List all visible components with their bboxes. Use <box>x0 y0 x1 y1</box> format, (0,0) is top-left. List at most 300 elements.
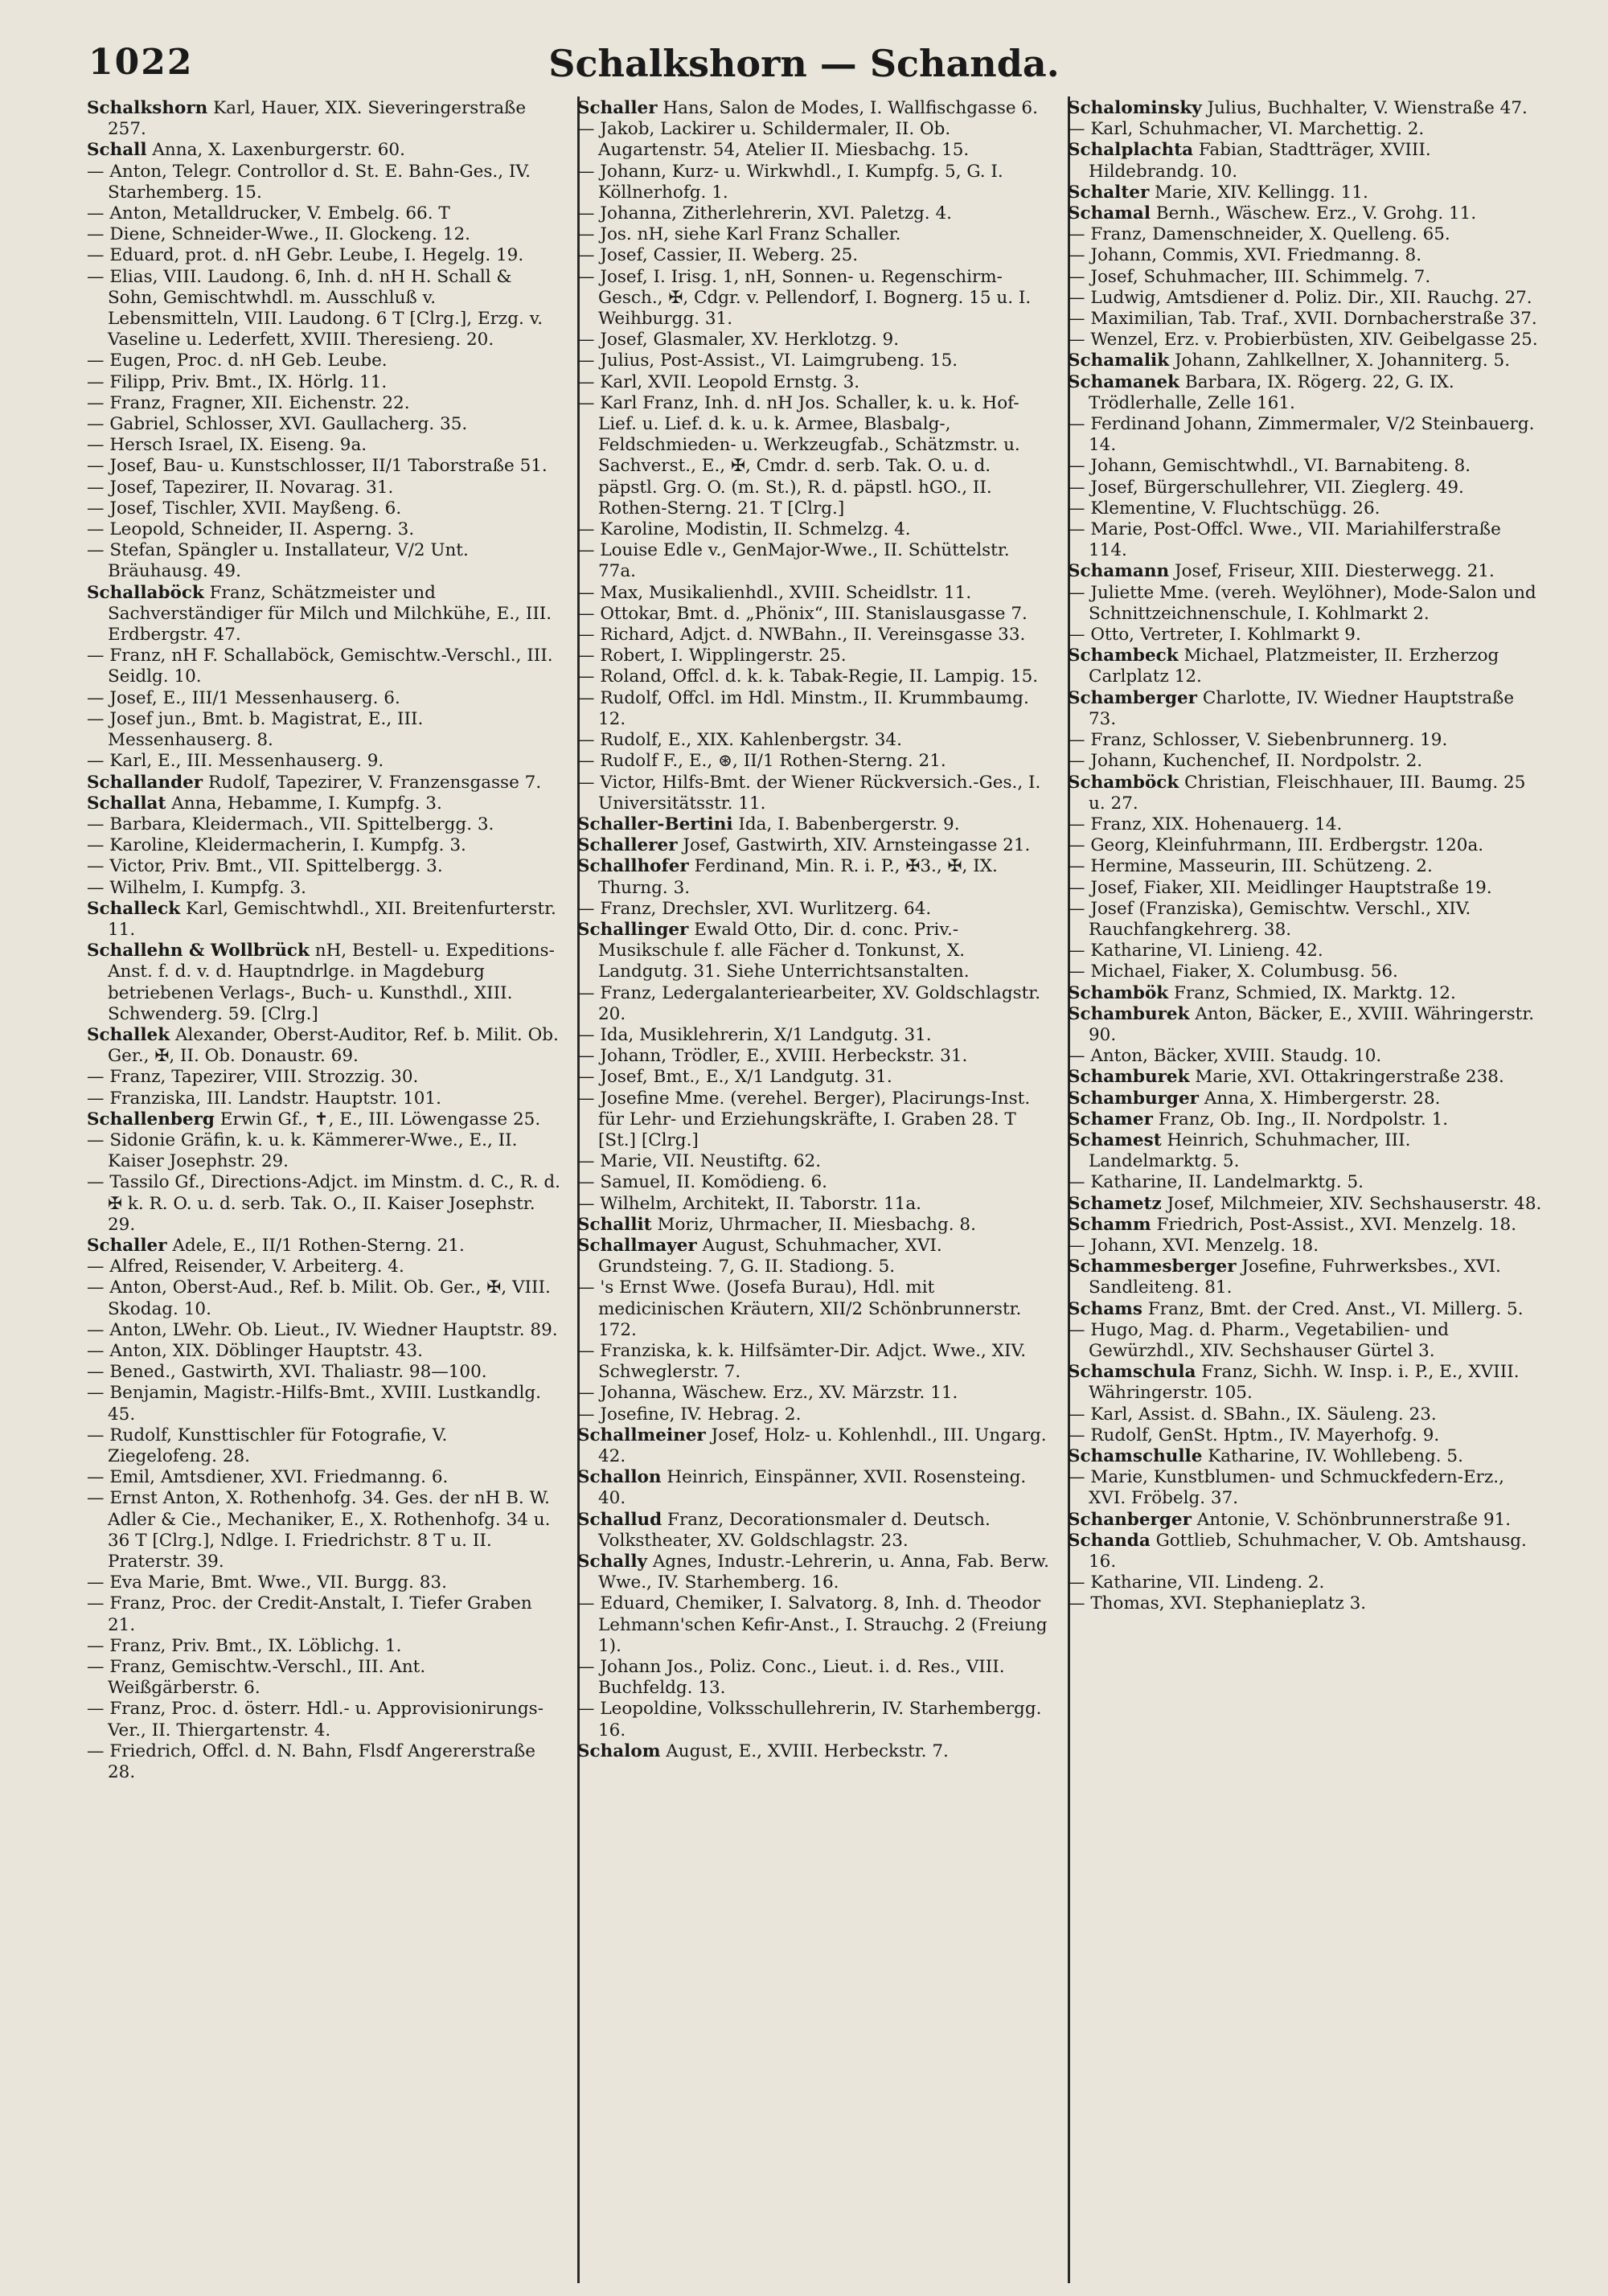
entry-text: Marie, XVI. Ottakringerstraße 238. <box>1195 1067 1504 1088</box>
directory-entry <box>87 98 561 140</box>
entry-text: Josef, Milchmeier, XIV. Sechshauserstr. 48. <box>1167 1193 1542 1214</box>
entry-text: — Hermine, Masseurin, III. Schützeng. 2. <box>1068 856 1433 877</box>
entry-text: — Samuel, II. Komödieng. 6. <box>577 1172 827 1193</box>
entry-text: — Eduard, prot. d. nH Gebr. Leube, I. Hegelg. 19. <box>87 245 524 266</box>
directory-entry <box>1068 1510 1542 1531</box>
entry-surname: Schambök <box>1068 982 1169 1003</box>
directory-entry <box>1068 309 1542 330</box>
directory-entry <box>87 203 561 224</box>
entry-text: — Marie, VII. Neustiftg. 62. <box>577 1151 822 1172</box>
entry-text: Franz, Sichh. W. Insp. i. P., E., XVIII. Währingerstr. 105. <box>1089 1362 1520 1404</box>
entry-text: — Jakob, Lackirer u. Schildermaler, II. Ob. Augartenstr. 54, Atelier II. Miesbachg. 15. <box>577 119 970 161</box>
entry-text: — Anton, XIX. Döblinger Hauptstr. 43. <box>87 1340 423 1361</box>
directory-entry <box>1068 1236 1542 1257</box>
directory-entry <box>87 435 561 456</box>
directory-entry <box>577 267 1052 330</box>
entry-surname: Schamschulle <box>1068 1446 1203 1466</box>
entry-text: — Karoline, Modistin, II. Schmelzg. 4. <box>577 519 911 540</box>
entry-surname: Schalplachta <box>1068 140 1194 161</box>
entry-surname: Schall <box>87 140 147 161</box>
entry-text: Heinrich, Schuhmacher, III. Landelmarktg. 5. <box>1089 1130 1411 1172</box>
entry-text: — Anton, Telegr. Controllor d. St. E. Bahn-Ges., IV. Starhemberg. 15. <box>87 161 531 203</box>
directory-entry <box>87 540 561 582</box>
directory-entry <box>87 162 561 203</box>
entry-text: — Franz, XIX. Hohenauerg. 14. <box>1068 814 1343 834</box>
directory-entry <box>87 1636 561 1657</box>
directory-entry <box>1068 288 1542 309</box>
entry-text: Franz, Ob. Ing., II. Nordpolstr. 1. <box>1158 1109 1449 1130</box>
directory-entry <box>1068 1109 1542 1130</box>
entry-surname: Schallehn & Wollbrück <box>87 941 310 961</box>
directory-entry <box>1068 1425 1542 1446</box>
entry-text: Adele, E., II/1 Rothen-Sterng. 21. <box>172 1235 465 1256</box>
entry-text: Rudolf, Tapezirer, V. Franzensgasse 7. <box>207 772 542 793</box>
directory-entry <box>87 1425 561 1467</box>
directory-entry <box>1068 878 1542 899</box>
directory-entry <box>87 372 561 393</box>
directory-entry <box>577 1046 1052 1067</box>
entry-text: — Johann, XVI. Menzelg. 18. <box>1068 1235 1319 1256</box>
directory-entry <box>1068 583 1542 625</box>
directory-entry <box>577 1383 1052 1404</box>
entry-text: — Wenzel, Erz. v. Probierbüsten, XIV. Geibelgasse 25. <box>1068 330 1538 351</box>
directory-entry <box>87 1467 561 1488</box>
entry-text: — Josef, Tapezirer, II. Novarag. 31. <box>87 477 394 498</box>
entry-text: — Josef, Tischler, XVII. Mayßeng. 6. <box>87 498 402 519</box>
directory-entry <box>1068 1194 1542 1215</box>
directory-entry <box>1068 1362 1542 1404</box>
entry-text: — Eugen, Proc. d. nH Geb. Leube. <box>87 351 388 371</box>
entry-text: — Franz, Proc. d. österr. Hdl.- u. Approvisionirungs-Ver., II. Thiergartenstr. 4. <box>87 1699 544 1740</box>
entry-text: — Leopoldine, Volksschullehrerin, IV. Starhembergg. 16. <box>577 1699 1042 1740</box>
entry-text: Charlotte, IV. Wiedner Hauptstraße 73. <box>1089 687 1515 729</box>
entry-text: — Josef, Bau- u. Kunstschlosser, II/1 Taborstraße 51. <box>87 456 548 477</box>
directory-entry <box>87 478 561 498</box>
entry-surname: Schambeck <box>1068 646 1179 666</box>
directory-entry <box>577 814 1052 835</box>
directory-entry <box>577 1510 1052 1552</box>
entry-text: — Wilhelm, I. Kumpfg. 3. <box>87 877 306 898</box>
entry-text: — Hersch Israel, IX. Eiseng. 9a. <box>87 435 367 456</box>
entry-text: — Eduard, Chemiker, I. Salvatorg. 8, Inh. d. Theodor Lehmann'schen Kefir-Anst., I. Strauchg. 2 (Freiung 1). <box>577 1593 1048 1656</box>
entry-text: — Anton, Oberst-Aud., Ref. b. Milit. Ob. Ger., ✠, VIII. Skodag. 10. <box>87 1277 551 1319</box>
entry-surname: Schallat <box>87 793 166 814</box>
directory-entry <box>577 1172 1052 1193</box>
entry-text: Friedrich, Post-Assist., XVI. Menzelg. 18. <box>1156 1214 1517 1235</box>
entry-text: — Benjamin, Magistr.-Hilfs-Bmt., XVIII. Lustkandlg. 45. <box>87 1383 541 1425</box>
directory-entry <box>87 351 561 371</box>
directory-entry <box>577 1277 1052 1341</box>
entry-text: Ida, I. Babenbergerstr. 9. <box>738 814 960 834</box>
directory-entry <box>577 119 1052 161</box>
directory-entry <box>577 604 1052 625</box>
entry-surname: Schallenberg <box>87 1109 215 1130</box>
column-3 <box>1068 98 1542 2269</box>
entry-text: — Josefine Mme. (verehel. Berger), Placirungs-Inst. für Lehr- und Erziehungskräfte, I. Graben 28. T [St.] [Clrg.] <box>577 1088 1031 1150</box>
entry-text: — Rudolf, GenSt. Hptm., IV. Mayerhofg. 9. <box>1068 1425 1440 1445</box>
entry-text: — Ferdinand Johann, Zimmermaler, V/2 Steinbauerg. 14. <box>1068 414 1535 456</box>
directory-entry <box>577 372 1052 393</box>
directory-entry <box>87 1741 561 1783</box>
entry-text: nH, Bestell- u. Expeditions-Anst. f. d. v. d. Hauptndrlge. in Magdeburg betriebenen Verlags-, Buch- u. Kunsthdl., XIII. Schwenderg. 59. [Clrg.] <box>108 941 555 1024</box>
directory-entry <box>577 203 1052 224</box>
directory-entry <box>87 498 561 519</box>
entry-text: — Josef, Cassier, II. Weberg. 25. <box>577 245 859 266</box>
entry-text: Katharine, IV. Wohllebeng. 5. <box>1208 1446 1463 1466</box>
directory-entry <box>1068 140 1542 182</box>
directory-entry <box>87 1593 561 1635</box>
directory-entry <box>87 456 561 477</box>
entry-text: — Josef, Bürgerschullehrer, VII. Zieglerg. 49. <box>1068 477 1464 498</box>
directory-entry <box>577 224 1052 245</box>
directory-entry <box>87 1089 561 1109</box>
entry-text: — Ernst Anton, X. Rothenhofg. 34. Ges. der nH B. W. Adler & Cie., Mechaniker, E., X. Rothenhofg. 34 u. 36 T [Clrg.], Ndlge. I. Friedrichstr. 8 T u. II. Praterstr. 39. <box>87 1488 551 1572</box>
entry-text: — Anton, Metalldrucker, V. Embelg. 66. T <box>87 203 450 224</box>
directory-entry <box>1068 1467 1542 1509</box>
directory-entry <box>87 646 561 687</box>
directory-entry <box>577 751 1052 772</box>
entry-surname: Schametz <box>1068 1193 1162 1214</box>
directory-columns <box>87 98 1574 2269</box>
entry-text: — Karl Franz, Inh. d. nH Jos. Schaller, k. u. k. Hof-Lief. u. Lief. d. k. u. k. Armee, Blasbalg-, Feldschmieden- u. Werkzeugfab., Schätzmstr. u. Sachverst., E., ✠, Cmdr. d. serb. Tak. O. u. d. päpstl. Grg. O. (m. St.), R. d. päpstl. hGO., II. Rothen-Sterng. 21. T [Clrg.] <box>577 392 1020 519</box>
entry-text: — Wilhelm, Architekt, II. Taborstr. 11a. <box>577 1193 921 1214</box>
directory-entry <box>1068 814 1542 835</box>
entry-text: — 's Ernst Wwe. (Josefa Burau), Hdl. mit medicinischen Kräutern, XII/2 Schönbrunnerstr. 172. <box>577 1277 1022 1340</box>
entry-text: August, Schuhmacher, XVI. Grundsteing. 7, G. II. Stadiong. 5. <box>598 1235 942 1277</box>
entry-text: — Johann, Kuchenchef, II. Nordpolstr. 2. <box>1068 751 1423 772</box>
entry-surname: Schallud <box>577 1509 662 1530</box>
directory-entry <box>87 773 561 793</box>
directory-entry <box>577 1194 1052 1215</box>
entry-text: — Franziska, k. k. Hilfsämter-Dir. Adjct. Wwe., XIV. Schweglerstr. 7. <box>577 1340 1027 1383</box>
directory-entry <box>87 224 561 245</box>
entry-text: — Leopold, Schneider, II. Asperng. 3. <box>87 519 415 540</box>
directory-entry <box>577 666 1052 687</box>
entry-text: Anna, X. Himbergerstr. 28. <box>1204 1088 1441 1109</box>
entry-text: Antonie, V. Schönbrunnerstraße 91. <box>1196 1509 1512 1530</box>
entry-text: — Katharine, VII. Lindeng. 2. <box>1068 1572 1325 1593</box>
entry-text: — Johanna, Zitherlehrerin, XVI. Paletzg. 4. <box>577 203 952 224</box>
entry-surname: Schamanek <box>1068 371 1180 392</box>
directory-entry <box>1068 119 1542 140</box>
entry-surname: Schammesberger <box>1068 1257 1237 1277</box>
entry-surname: Schallaböck <box>87 582 204 603</box>
entry-text: Ewald Otto, Dir. d. conc. Priv.-Musikschule f. alle Fächer d. Tonkunst, X. Landgutg. 31. Siehe Unterrichtsanstalten. <box>598 919 970 982</box>
entry-text: — Josef, E., III/1 Messenhauserg. 6. <box>87 687 400 708</box>
directory-entry <box>87 1236 561 1257</box>
entry-text: Karl, Gemischtwhdl., XII. Breitenfurterstr. 11. <box>108 898 556 940</box>
entry-text: — Franz, Schlosser, V. Siebenbrunnerg. 19. <box>1068 730 1448 751</box>
directory-entry <box>1068 1446 1542 1467</box>
directory-entry <box>1068 1215 1542 1236</box>
entry-surname: Schamburek <box>1068 1003 1190 1024</box>
entry-text: — Anton, Bäcker, XVIII. Staudg. 10. <box>1068 1046 1382 1067</box>
entry-text: — Roland, Offcl. d. k. k. Tabak-Regie, II. Lampig. 15. <box>577 666 1039 687</box>
entry-text: — Emil, Amtsdiener, XVI. Friedmanng. 6. <box>87 1467 449 1488</box>
directory-entry <box>577 920 1052 983</box>
entry-text: — Rudolf F., E., ⊛, II/1 Rothen-Sterng. 21. <box>577 751 946 772</box>
entry-text: — Josef, Glasmaler, XV. Herklotzg. 9. <box>577 330 900 351</box>
entry-text: Marie, XIV. Kellingg. 11. <box>1155 182 1368 203</box>
directory-entry <box>87 1488 561 1572</box>
directory-entry <box>1068 1046 1542 1067</box>
entry-surname: Schamburek <box>1068 1067 1190 1088</box>
entry-text: — Ottokar, Bmt. d. „Phönix“, III. Stanislausgasse 7. <box>577 603 1028 624</box>
directory-entry <box>1068 941 1542 961</box>
entry-text: Julius, Buchhalter, V. Wienstraße 47. <box>1207 98 1528 118</box>
entry-surname: Schamalik <box>1068 351 1170 371</box>
entry-text: — Eva Marie, Bmt. Wwe., VII. Burgg. 83. <box>87 1572 447 1593</box>
entry-surname: Schalter <box>1068 182 1150 203</box>
directory-entry <box>1068 1089 1542 1109</box>
directory-entry <box>577 1552 1052 1593</box>
directory-entry <box>1068 267 1542 288</box>
directory-entry <box>577 351 1052 371</box>
entry-text: Michael, Platzmeister, II. Erzherzog Carlplatz 12. <box>1089 646 1499 687</box>
directory-entry <box>1068 835 1542 856</box>
entry-text: — Tassilo Gf., Directions-Adjct. im Minstm. d. C., R. d. ✠ k. R. O. u. d. serb. Tak. O., II. Kaiser Josephstr. 29. <box>87 1172 560 1235</box>
entry-text: — Franz, Gemischtw.-Verschl., III. Ant. Weißgärberstr. 6. <box>87 1657 426 1699</box>
entry-text: Anna, X. Laxenburgerstr. 60. <box>152 140 405 161</box>
directory-entry <box>87 814 561 835</box>
entry-surname: Schallerer <box>577 835 678 856</box>
entry-text: — Karl, E., III. Messenhauserg. 9. <box>87 751 384 772</box>
entry-surname: Schallander <box>87 772 203 793</box>
entry-text: — Johanna, Wäschew. Erz., XV. Märzstr. 11. <box>577 1383 958 1404</box>
entry-surname: Schamschula <box>1068 1362 1196 1383</box>
entry-text: Erwin Gf., ✝, E., III. Löwengasse 25. <box>219 1109 541 1130</box>
entry-text: Barbara, IX. Rögerg. 22, G. IX. Trödlerhalle, Zelle 161. <box>1089 371 1454 413</box>
directory-entry <box>1068 478 1542 498</box>
directory-entry <box>1068 330 1542 351</box>
entry-text: — Karoline, Kleidermacherin, I. Kumpfg. 3. <box>87 835 466 856</box>
directory-entry <box>1068 961 1542 982</box>
directory-entry <box>87 899 561 941</box>
directory-entry <box>577 730 1052 751</box>
entry-text: — Rudolf, Offcl. im Hdl. Minstm., II. Krummbaumg. 12. <box>577 687 1029 729</box>
page-title: Schalkshorn — Schanda. <box>548 42 1060 85</box>
column-2 <box>577 98 1052 2269</box>
entry-text: — Franz, Tapezirer, VIII. Strozzig. 30. <box>87 1067 419 1088</box>
directory-entry <box>1068 856 1542 877</box>
entry-text: — Jos. nH, siehe Karl Franz Schaller. <box>577 224 901 245</box>
page-header <box>0 0 1608 96</box>
entry-text: Ferdinand, Min. R. i. P., ✠3., ✠, IX. Thurng. 3. <box>598 856 998 898</box>
directory-entry <box>577 98 1052 119</box>
entry-surname: Schallmeiner <box>577 1425 706 1445</box>
entry-text: — Franz, nH F. Schallaböck, Gemischtw.-Verschl., III. Seidlg. 10. <box>87 646 553 687</box>
directory-entry <box>87 1657 561 1699</box>
directory-entry <box>87 709 561 751</box>
entry-text: — Josefine, IV. Hebrag. 2. <box>577 1404 802 1425</box>
directory-entry <box>577 899 1052 920</box>
directory-entry <box>87 1277 561 1319</box>
directory-entry <box>87 245 561 266</box>
directory-entry <box>87 1172 561 1236</box>
directory-entry <box>1068 456 1542 477</box>
directory-entry <box>87 583 561 646</box>
entry-surname: Schams <box>1068 1298 1143 1319</box>
directory-entry <box>87 1320 561 1341</box>
directory-entry <box>87 393 561 414</box>
entry-text: — Louise Edle v., GenMajor-Wwe., II. Schüttelstr. 77a. <box>577 540 1010 582</box>
entry-text: — Sidonie Gräfin, k. u. k. Kämmerer-Wwe., E., II. Kaiser Josephstr. 29. <box>87 1130 518 1172</box>
entry-text: — Friedrich, Offcl. d. N. Bahn, Flsdf Angererstraße 28. <box>87 1740 535 1783</box>
directory-entry <box>87 140 561 161</box>
directory-entry <box>1068 224 1542 245</box>
entry-text: — Hugo, Mag. d. Pharm., Vegetabilien- und Gewürzhdl., XIV. Sechshauser Gürtel 3. <box>1068 1319 1450 1361</box>
entry-text: Agnes, Industr.-Lehrerin, u. Anna, Fab. Berw. Wwe., IV. Starhemberg. 16. <box>598 1552 1049 1593</box>
entry-text: Alexander, Oberst-Auditor, Ref. b. Milit. Ob. Ger., ✠, II. Ob. Donaustr. 69. <box>108 1024 559 1067</box>
entry-text: — Karl, Schuhmacher, VI. Marchettig. 2. <box>1068 119 1425 140</box>
directory-entry <box>87 751 561 772</box>
entry-text: August, E., XVIII. Herbeckstr. 7. <box>666 1740 949 1761</box>
entry-surname: Schamberger <box>1068 687 1198 708</box>
entry-surname: Schallmayer <box>577 1235 697 1256</box>
directory-entry <box>1068 245 1542 266</box>
entry-text: Franz, Bmt. der Cred. Anst., VI. Millerg. 5. <box>1147 1298 1524 1319</box>
directory-entry <box>87 1025 561 1067</box>
entry-text: — Johann, Commis, XVI. Friedmanng. 8. <box>1068 245 1422 266</box>
directory-entry <box>1068 203 1542 224</box>
directory-entry <box>577 1593 1052 1657</box>
directory-entry <box>1068 351 1542 371</box>
entry-text: — Katharine, VI. Linieng. 42. <box>1068 941 1323 961</box>
entry-text: — Ida, Musiklehrerin, X/1 Landgutg. 31. <box>577 1024 932 1045</box>
entry-text: — Victor, Hilfs-Bmt. der Wiener Rückversich.-Ges., I. Universitätsstr. 11. <box>577 772 1041 814</box>
directory-entry <box>577 1404 1052 1425</box>
directory-entry <box>87 835 561 856</box>
directory-entry <box>577 1467 1052 1509</box>
entry-text: — Diene, Schneider-Wwe., II. Glockeng. 12. <box>87 224 470 245</box>
entry-text: — Elias, VIII. Laudong. 6, Inh. d. nH H. Schall & Sohn, Gemischtwhdl. m. Ausschluß v. Lebensmitteln, VIII. Laudong. 6 T [Clrg.], Erzg. v. Vaseline u. Lederfett, XVIII. Theresieng. 20. <box>87 266 544 351</box>
entry-text: — Gabriel, Schlosser, XVI. Gaullacherg. 35. <box>87 414 468 435</box>
entry-text: Johann, Zahlkellner, X. Johanniterg. 5. <box>1174 351 1511 371</box>
entry-text: — Josef (Franziska), Gemischtw. Verschl., XIV. Rauchfangkehrerg. 38. <box>1068 898 1471 940</box>
directory-entry <box>1068 1067 1542 1088</box>
directory-entry <box>87 414 561 435</box>
directory-entry <box>1068 498 1542 519</box>
entry-text: — Franz, Priv. Bmt., IX. Löblichg. 1. <box>87 1635 402 1656</box>
entry-surname: Schallinger <box>577 919 689 940</box>
entry-surname: Schamböck <box>1068 772 1179 793</box>
entry-surname: Schallit <box>577 1214 652 1235</box>
entry-surname: Schanberger <box>1068 1509 1192 1530</box>
entry-text: — Alfred, Reisender, V. Arbeiterg. 4. <box>87 1257 404 1277</box>
entry-surname: Schamann <box>1068 561 1170 582</box>
entry-text: — Johann, Kurz- u. Wirkwhdl., I. Kumpfg. 5, G. I. Köllnerhofg. 1. <box>577 161 1003 203</box>
directory-entry <box>87 1699 561 1740</box>
directory-entry <box>87 1572 561 1593</box>
entry-text: — Marie, Post-Offcl. Wwe., VII. Mariahilferstraße 114. <box>1068 519 1501 561</box>
directory-entry <box>87 793 561 814</box>
entry-text: — Filipp, Priv. Bmt., IX. Hörlg. 11. <box>87 371 388 392</box>
entry-text: — Franz, Fragner, XII. Eichenstr. 22. <box>87 392 410 413</box>
entry-text: — Georg, Kleinfuhrmann, III. Erdbergstr. 120a. <box>1068 835 1484 856</box>
entry-text: Anton, Bäcker, E., XVIII. Währingerstr. 90. <box>1089 1003 1535 1045</box>
directory-entry <box>577 1657 1052 1699</box>
directory-entry <box>1068 1130 1542 1172</box>
directory-entry <box>577 162 1052 203</box>
entry-text: — Otto, Vertreter, I. Kohlmarkt 9. <box>1068 625 1361 646</box>
entry-text: Moriz, Uhrmacher, II. Miesbachg. 8. <box>657 1214 976 1235</box>
entry-text: — Franz, Drechsler, XVI. Wurlitzerg. 64. <box>577 898 932 919</box>
directory-entry <box>87 519 561 540</box>
directory-entry <box>1068 414 1542 456</box>
entry-text: — Johann Jos., Poliz. Conc., Lieut. i. d. Res., VIII. Buchfeldg. 13. <box>577 1657 1005 1699</box>
column-1 <box>87 98 561 2269</box>
directory-entry <box>577 688 1052 730</box>
entry-text: Franz, Decorationsmaler d. Deutsch. Volkstheater, XV. Goldschlagstr. 23. <box>598 1509 991 1551</box>
directory-entry <box>577 773 1052 814</box>
entry-text: — Josef, Bmt., E., X/1 Landgutg. 31. <box>577 1067 892 1088</box>
entry-text: — Maximilian, Tab. Traf., XVII. Dornbacherstraße 37. <box>1068 309 1537 330</box>
directory-entry <box>1068 1299 1542 1320</box>
directory-entry <box>87 1257 561 1277</box>
directory-entry <box>87 941 561 1025</box>
directory-entry <box>577 1236 1052 1277</box>
entry-text: Josef, Friseur, XIII. Diesterwegg. 21. <box>1174 561 1495 582</box>
entry-text: — Barbara, Kleidermach., VII. Spittelbergg. 3. <box>87 814 494 834</box>
directory-entry <box>1068 625 1542 646</box>
entry-text: — Max, Musikalienhdl., XVIII. Scheidlstr. 11. <box>577 582 972 603</box>
entry-text: — Ludwig, Amtsdiener d. Poliz. Dir., XII. Rauchg. 27. <box>1068 287 1532 308</box>
directory-entry <box>1068 1572 1542 1593</box>
entry-text: Bernh., Wäschew. Erz., V. Grohg. 11. <box>1155 203 1477 224</box>
entry-text: Josefine, Fuhrwerksbes., XVI. Sandleiteng. 81. <box>1089 1257 1501 1298</box>
entry-text: — Marie, Kunstblumen- und Schmuckfedern-Erz., XVI. Fröbelg. 37. <box>1068 1467 1504 1509</box>
entry-text: Josef, Gastwirth, XIV. Arnsteingasse 21. <box>683 835 1031 856</box>
directory-entry <box>577 1151 1052 1172</box>
entry-surname: Schallek <box>87 1024 170 1045</box>
entry-text: — Julius, Post-Assist., VI. Laimgrubeng. 15. <box>577 351 958 371</box>
entry-text: — Franziska, III. Landstr. Hauptstr. 101. <box>87 1088 442 1109</box>
directory-entry <box>1068 519 1542 561</box>
entry-text: Heinrich, Einspänner, XVII. Rosensteing. 40. <box>598 1467 1027 1509</box>
entry-text: — Josef, Fiaker, XII. Meidlinger Hauptstraße 19. <box>1068 877 1492 898</box>
directory-entry <box>577 540 1052 582</box>
directory-entry <box>1068 1257 1542 1298</box>
directory-entry <box>87 1341 561 1362</box>
entry-text: — Katharine, II. Landelmarktg. 5. <box>1068 1172 1364 1193</box>
entry-text: — Stefan, Spängler u. Installateur, V/2 Unt. Bräuhausg. 49. <box>87 540 469 582</box>
entry-text: — Franz, Ledergalanteriearbeiter, XV. Goldschlagstr. 20. <box>577 982 1041 1024</box>
entry-surname: Schaller-Bertini <box>577 814 733 834</box>
entry-text: Karl, Hauer, XIX. Sieveringerstraße 257. <box>108 98 527 140</box>
entry-surname: Schalleck <box>87 898 181 919</box>
entry-text: — Robert, I. Wipplingerstr. 25. <box>577 646 847 666</box>
directory-entry <box>577 983 1052 1025</box>
directory-entry <box>1068 1172 1542 1193</box>
directory-entry <box>87 878 561 899</box>
entry-surname: Schamal <box>1068 203 1151 224</box>
directory-entry <box>1068 899 1542 941</box>
directory-entry <box>87 856 561 877</box>
entry-surname: Schanda <box>1068 1530 1151 1551</box>
entry-text: — Richard, Adjct. d. NWBahn., II. Vereinsgasse 33. <box>577 625 1026 646</box>
directory-entry <box>1068 730 1542 751</box>
entry-text: — Klementine, V. Fluchtschügg. 26. <box>1068 498 1380 519</box>
entry-text: Anna, Hebamme, I. Kumpfg. 3. <box>171 793 442 814</box>
entry-text: — Josef, I. Irisg. 1, nH, Sonnen- u. Regenschirm-Gesch., ✠, Cdgr. v. Pellendorf, I. Bognerg. 15 u. I. Weihburgg. 31. <box>577 266 1032 330</box>
entry-text: Hans, Salon de Modes, I. Wallfischgasse 6. <box>662 98 1038 118</box>
entry-surname: Schaller <box>87 1235 167 1256</box>
entry-surname: Schamer <box>1068 1109 1153 1130</box>
directory-entry <box>1068 983 1542 1004</box>
directory-entry <box>1068 1404 1542 1425</box>
entry-surname: Schamburger <box>1068 1088 1199 1109</box>
entry-text: — Franz, Proc. der Credit-Anstalt, I. Tiefer Graben 21. <box>87 1593 532 1635</box>
